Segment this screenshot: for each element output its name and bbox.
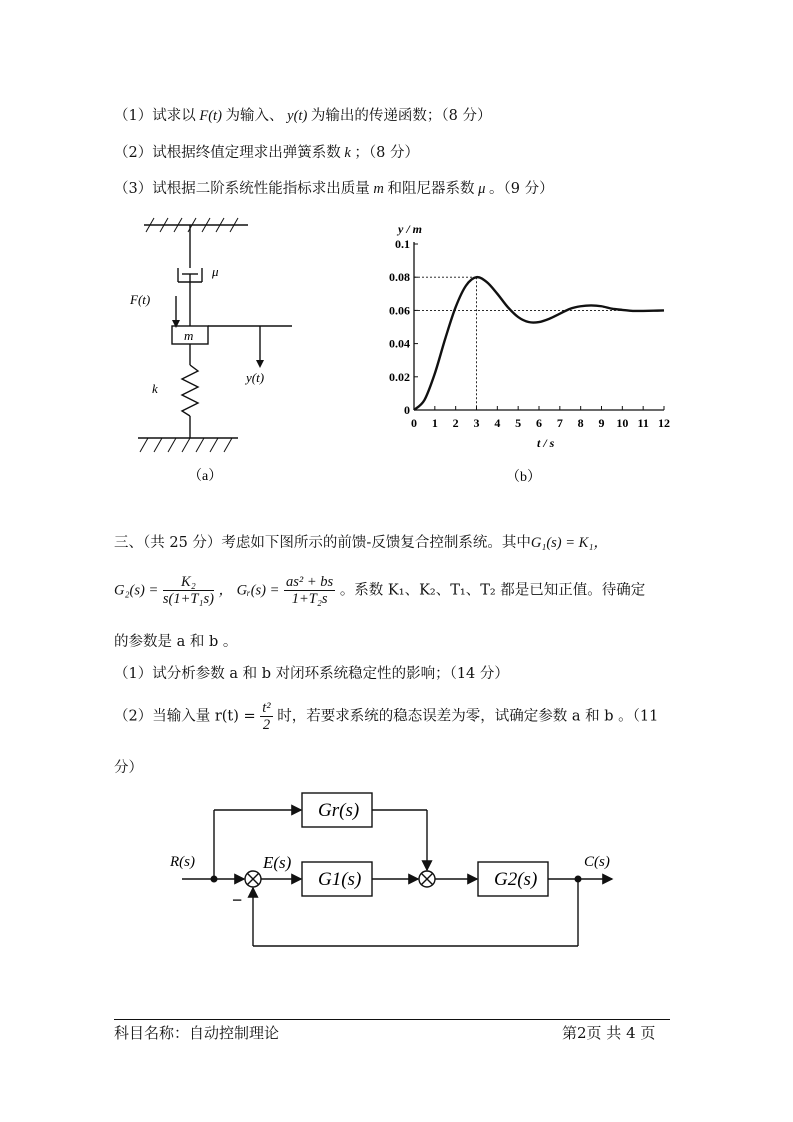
section3-params: 的参数是 a 和 b 。: [114, 634, 238, 650]
x-tick-label: 2: [452, 416, 459, 430]
caption-a: （a）: [188, 469, 223, 484]
y-tick-label: 0.1: [395, 237, 410, 251]
g2-label: G2(s): [494, 869, 538, 890]
y-tick-label: 0: [404, 403, 410, 417]
output-label: C(s): [584, 854, 610, 870]
x-tick-label: 12: [658, 416, 670, 430]
block-diagram: [160, 780, 640, 960]
x-axis-label: t / s: [537, 436, 555, 450]
response-curve: [414, 277, 664, 410]
g1-label: G1(s): [318, 869, 362, 890]
x-tick-label: 9: [598, 416, 605, 430]
x-tick-label: 11: [637, 416, 649, 430]
x-tick-label: 4: [494, 416, 501, 430]
section3-transfer-functions: G₂(s) = $\frac{\text{K₂}}{\text{s(1+T₁s)}}$ ， Gᵣ(s) = $\frac{\text{as² + bs}}{\text{1+T₂s}}$ 。系数 K₁、K₂、T₁、T₂ 都是已知正值。待确定: [114, 574, 646, 607]
y-tick-label: 0.06: [389, 303, 410, 318]
label-mu: μ: [212, 264, 219, 279]
footer-rule: [114, 1019, 670, 1020]
section3-q2-tail: 分）: [114, 760, 143, 776]
label-mass: m: [184, 328, 194, 343]
input-label: R(s): [170, 854, 195, 870]
x-tick-label: 8: [577, 416, 584, 430]
gr-label: Gr(s): [318, 800, 360, 821]
x-tick-label: 5: [515, 416, 522, 430]
x-tick-label: 6: [536, 416, 542, 430]
y-tick-label: 0.02: [389, 369, 410, 384]
section3-q2: （2）当输入量 r(t) = $\frac{\text{t²}}{2}$ 时，若要求系统的稳态误差为零，试确定参数 a 和 b 。（11: [114, 700, 659, 733]
x-tick-label: 0: [411, 416, 417, 430]
figure-a-mechanical-system: [120, 210, 310, 490]
footer-page: 第2页 共 4 页: [562, 1024, 656, 1042]
error-label: E(s): [263, 853, 292, 872]
question-1: （1）试求以 F(t) 为输入、 y(t) 为输出的传递函数；（8 分）: [114, 108, 492, 124]
x-tick-label: 3: [473, 416, 480, 430]
question-2: （2）试根据终值定理求出弹簧系数 k ；（8 分）: [114, 145, 420, 161]
caption-b: （b）: [506, 470, 541, 485]
label-force: F(t): [130, 292, 151, 307]
label-spring: k: [152, 381, 158, 396]
x-tick-label: 10: [616, 416, 629, 430]
question-3: （3）试根据二阶系统性能指标求出质量 m 和阻尼器系数 μ 。（9 分）: [114, 181, 554, 197]
label-output: y(t): [246, 370, 265, 385]
footer-subject: 科目名称：自动控制理论: [114, 1024, 280, 1042]
y-axis-label: y / m: [398, 222, 422, 236]
section3-header: 三、（共 25 分）考虑如下图所示的前馈-反馈复合控制系统。其中G₁(s) = K₁，: [114, 535, 608, 551]
x-tick-label: 1: [431, 416, 438, 430]
y-tick-label: 0.04: [389, 336, 410, 351]
section3-q1: （1）试分析参数 a 和 b 对闭环系统稳定性的影响；（14 分）: [114, 666, 509, 682]
figure-b-response-chart: [370, 222, 690, 492]
y-tick-label: 0.08: [389, 270, 410, 285]
minus-sign: −: [232, 890, 243, 910]
x-tick-label: 7: [556, 416, 563, 430]
